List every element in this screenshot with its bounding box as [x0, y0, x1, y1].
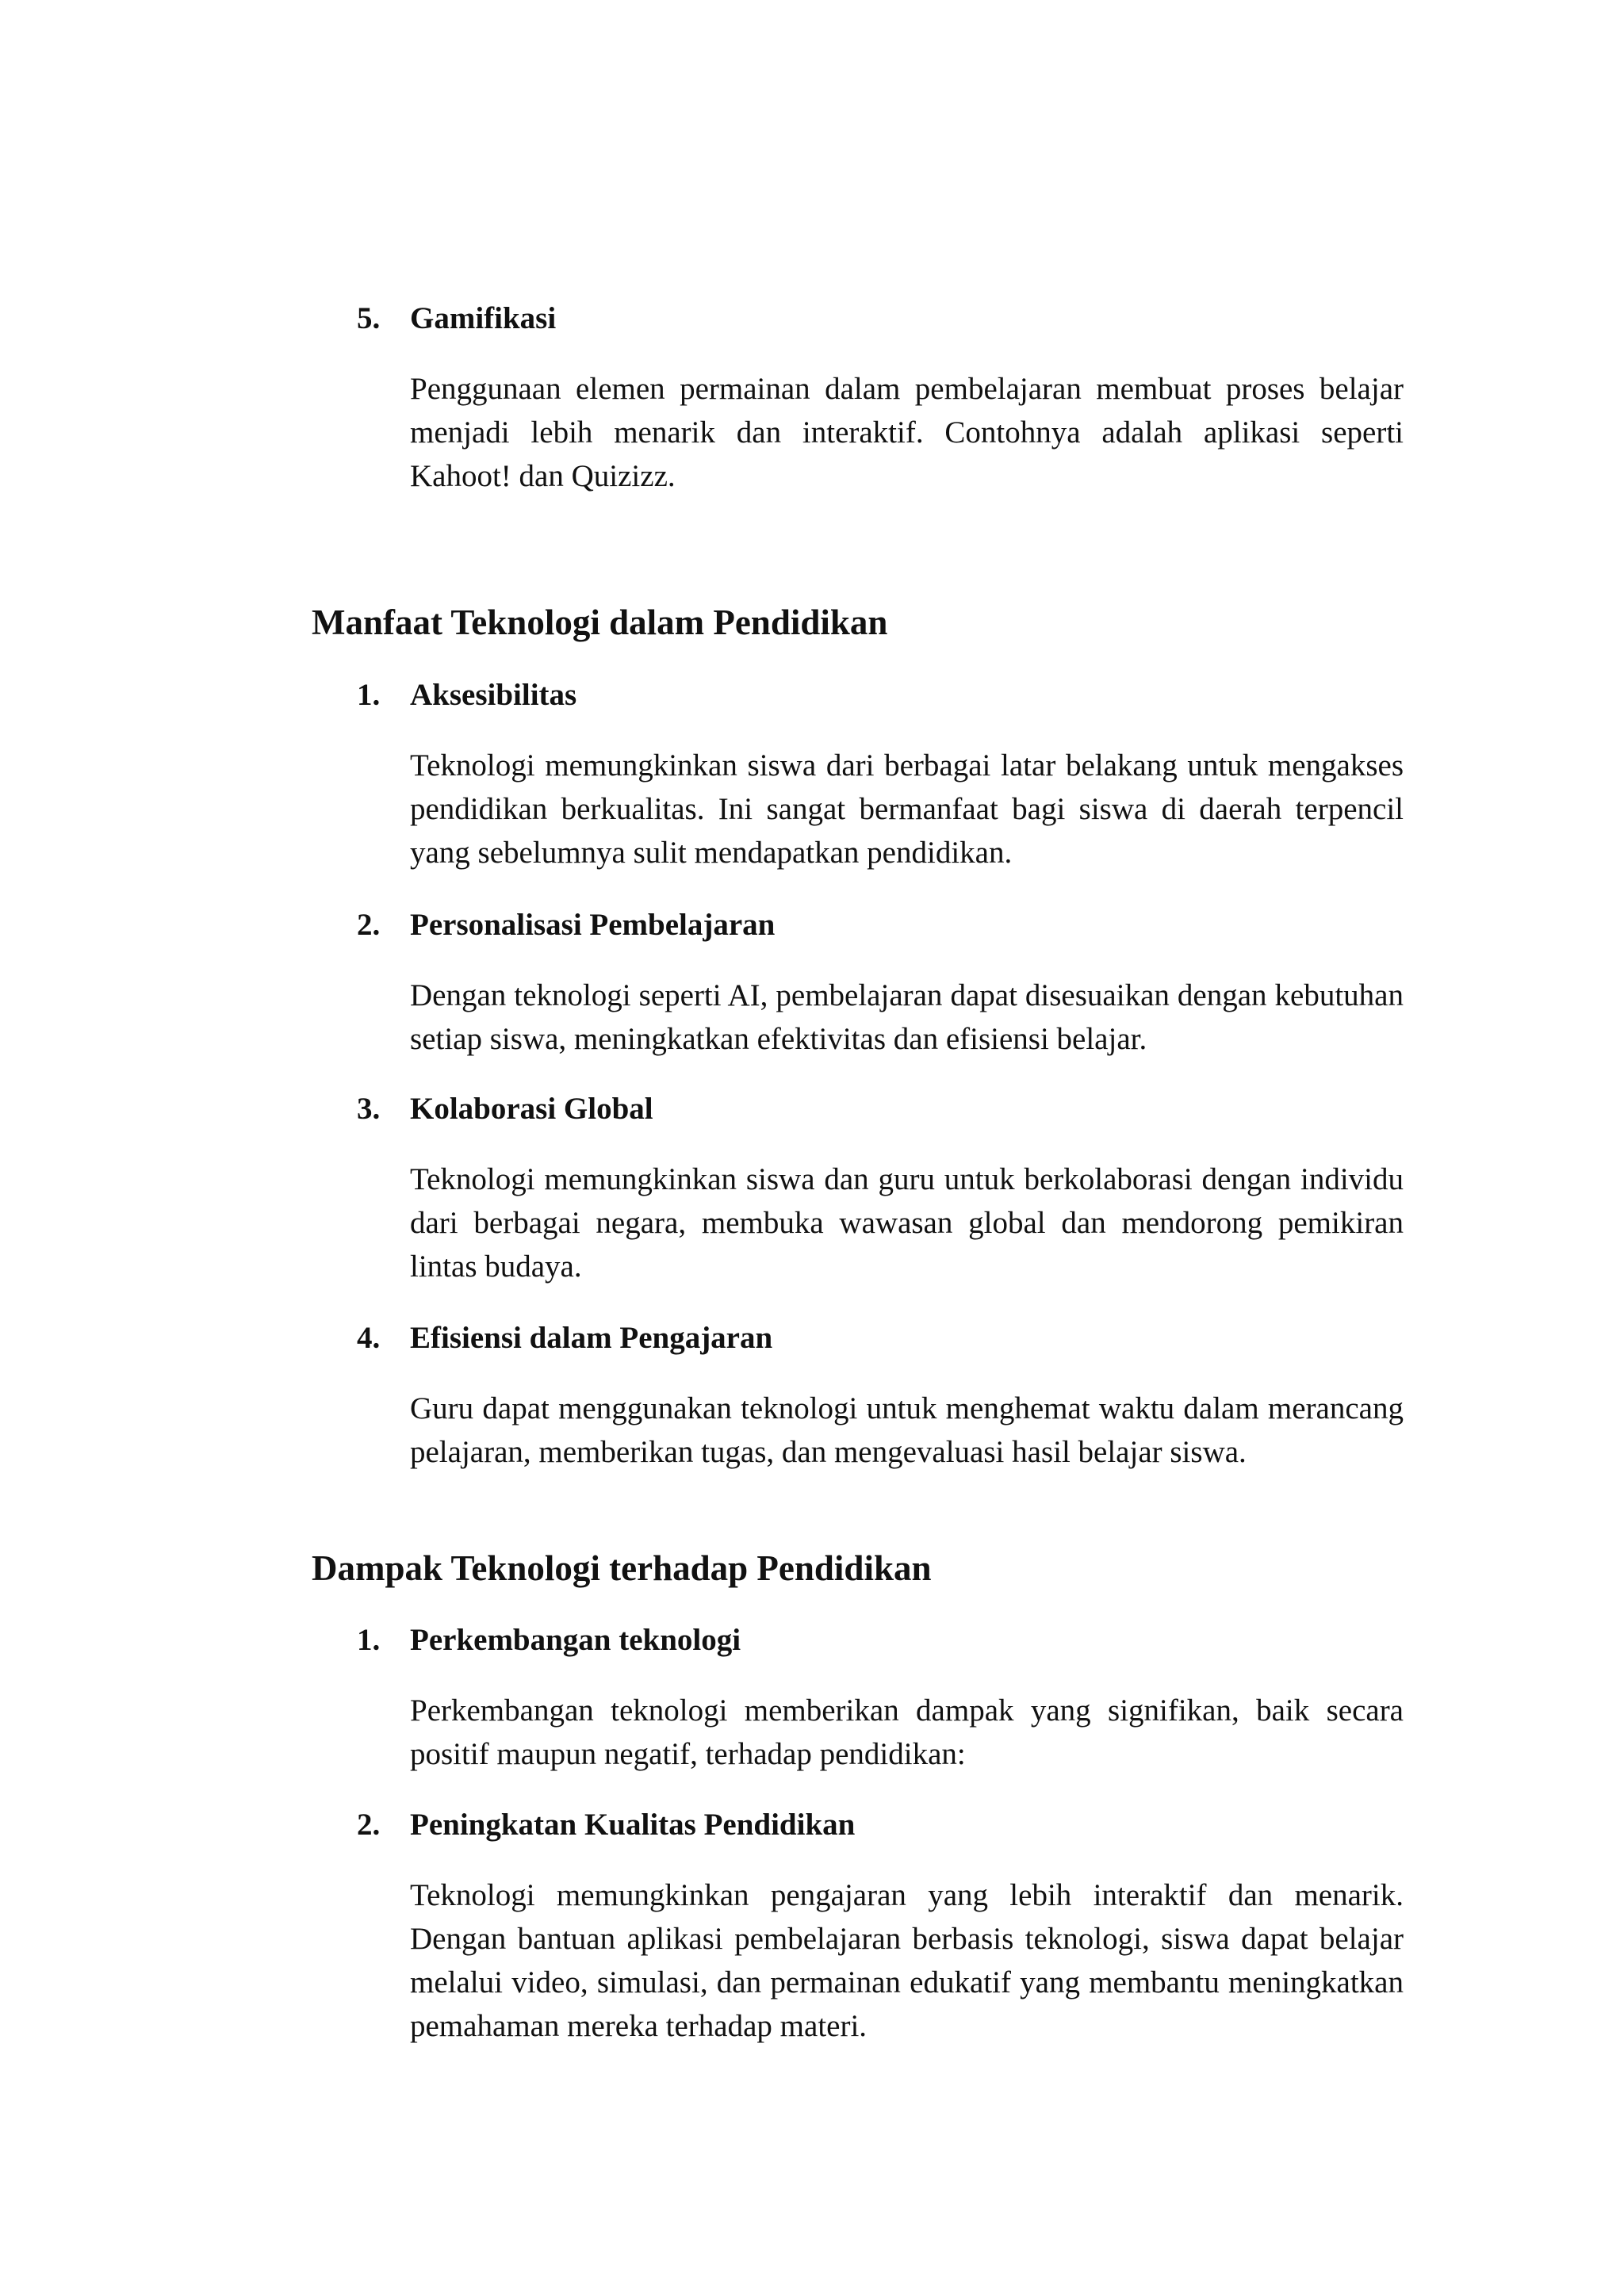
item-number: 2. [357, 1808, 381, 1842]
item-heading [357, 674, 1404, 717]
list-item-perkembangan [357, 1619, 1404, 1776]
list-item-gamifikasi [357, 297, 1404, 498]
item-body: Teknologi memungkinkan pengajaran yang lebih interaktif dan menarik. Dengan bantuan aplikasi pembelajaran berbasis teknologi, siswa dapat belajar melalui video, simulasi, dan permainan edukatif yang membantu meningkatkan pemahaman mereka terhadap materi. [410, 1878, 1404, 2043]
item-body: Perkembangan teknologi memberikan dampak yang signifikan, baik secara positif maupun negatif, terhadap pendidikan: [410, 1693, 1404, 1771]
item-heading-text: Perkembangan teknologi [410, 1623, 741, 1657]
item-body: Teknologi memungkinkan siswa dan guru untuk berkolaborasi dengan individu dari berbagai negara, membuka wawasan global dan mendorong pemikiran lintas budaya. [410, 1162, 1404, 1284]
item-heading-text: Peningkatan Kualitas Pendidikan [410, 1808, 856, 1842]
item-heading-text: Gamifikasi [410, 301, 557, 335]
item-heading [357, 904, 1404, 947]
item-heading [357, 1804, 1404, 1846]
list-item-kolaborasi [357, 1088, 1404, 1288]
list-item-efisiensi [357, 1317, 1404, 1474]
item-number: 1. [357, 1623, 381, 1657]
item-body: Penggunaan elemen permainan dalam pembelajaran membuat proses belajar menjadi lebih menarik dan interaktif. Contohnya adalah aplikasi seperti Kahoot! dan Quizizz. [410, 372, 1404, 493]
item-heading-text: Personalisasi Pembelajaran [410, 908, 776, 942]
item-heading-text: Efisiensi dalam Pengajaran [410, 1321, 773, 1355]
item-number: 5. [357, 301, 381, 335]
list-item-peningkatan [357, 1804, 1404, 2048]
item-heading [357, 1088, 1404, 1131]
item-number: 1. [357, 678, 381, 712]
item-number: 2. [357, 908, 381, 942]
item-heading [357, 1317, 1404, 1360]
item-heading-text: Kolaborasi Global [410, 1092, 653, 1126]
item-number: 4. [357, 1321, 381, 1355]
item-body: Guru dapat menggunakan teknologi untuk menghemat waktu dalam merancang pelajaran, memberikan tugas, dan mengevaluasi hasil belajar siswa. [410, 1391, 1404, 1469]
item-heading [357, 1619, 1404, 1662]
section-title-dampak: Dampak Teknologi terhadap Pendidikan [312, 1548, 932, 1588]
item-heading-text: Aksesibilitas [410, 678, 577, 712]
item-number: 3. [357, 1092, 381, 1126]
item-body: Dengan teknologi seperti AI, pembelajaran dapat disesuaikan dengan kebutuhan setiap siswa, meningkatkan efektivitas dan efisiensi belajar. [410, 978, 1404, 1056]
section-title-manfaat: Manfaat Teknologi dalam Pendidikan [312, 603, 888, 642]
item-body: Teknologi memungkinkan siswa dari berbagai latar belakang untuk mengakses pendidikan berkualitas. Ini sangat bermanfaat bagi siswa di daerah terpencil yang sebelumnya sulit mendapatkan pendidikan. [410, 748, 1404, 870]
list-item-aksesibilitas [357, 674, 1404, 874]
item-heading [357, 297, 1404, 340]
list-item-personalisasi [357, 904, 1404, 1061]
